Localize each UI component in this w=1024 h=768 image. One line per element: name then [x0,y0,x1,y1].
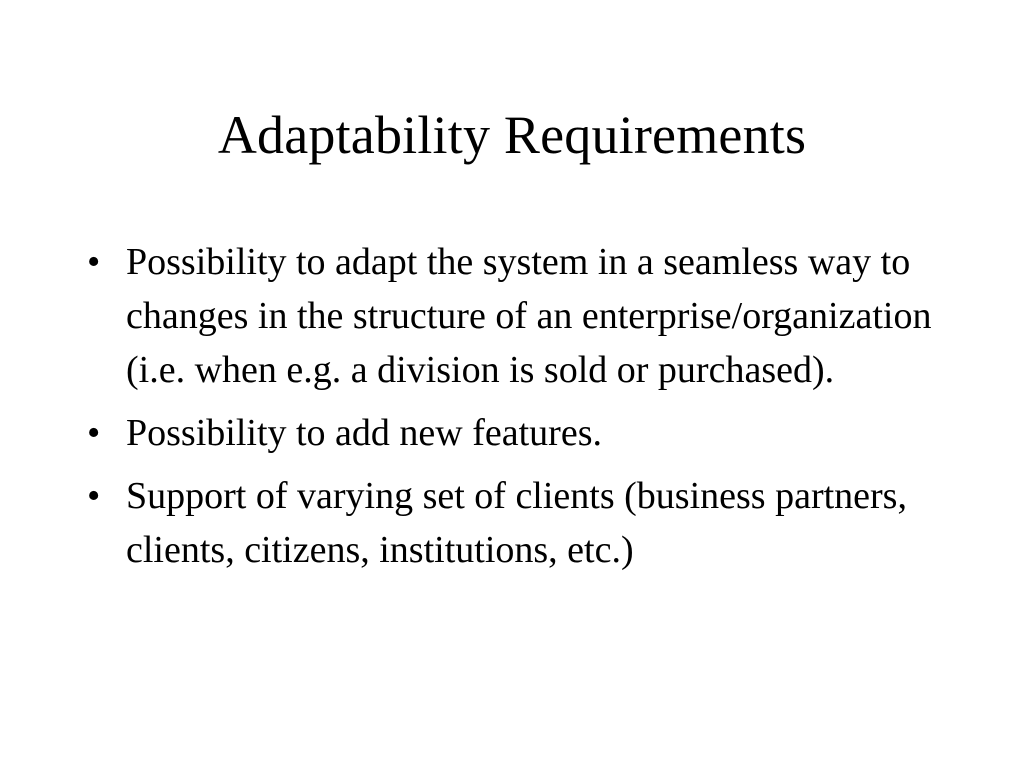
bullet-text: Possibility to add new features. [126,412,602,454]
bullet-item-varying-clients [87,469,947,577]
bullet-text: Support of varying set of clients (business partners, clients, citizens, institutions, etc.) [126,475,907,571]
bullet-marker: • [87,475,101,517]
bullet-list [87,235,947,577]
bullet-marker: • [87,412,101,454]
bullet-item-add-features [87,406,947,460]
bullet-marker: • [87,241,101,283]
bullet-item-adapt-structure [87,235,947,397]
bullet-text: Possibility to adapt the system in a seamless way to changes in the structure of an enterprise/organization (i.e. when e.g. a division is sold or purchased). [126,241,932,391]
slide-title: Adaptability Requirements [217,105,807,165]
